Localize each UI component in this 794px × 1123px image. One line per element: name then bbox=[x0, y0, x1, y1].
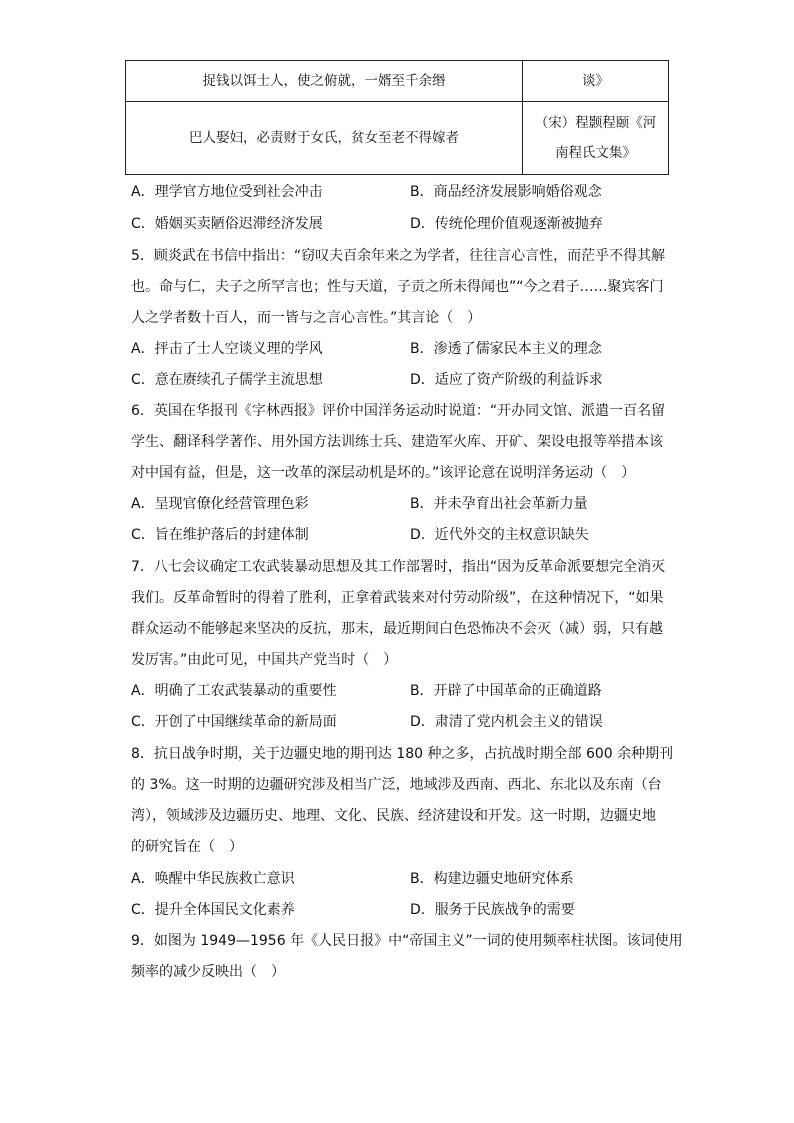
q6-option-a: A．呈现官僚化经营管理色彩 bbox=[131, 496, 309, 512]
q6-option-c: C．旨在维护落后的封建体制 bbox=[131, 527, 309, 543]
source-citation-line: 南程氏文集》 bbox=[555, 145, 636, 161]
q8-option-a: A．唤醒中华民族救亡意识 bbox=[131, 871, 295, 887]
table-row bbox=[126, 102, 669, 175]
q7-stem-line: 7．八七会议确定工农武装暴动思想及其工作部署时，指出“因为反革命派要想完全消灭 bbox=[131, 559, 666, 575]
q7-option-a: A．明确了工农武装暴动的重要性 bbox=[131, 683, 337, 699]
q8-option-d: D．服务于民族战争的需要 bbox=[410, 902, 575, 918]
q8-stem-line: 8．抗日战争时期，关于边疆史地的期刊达 180 种之多，占抗战时期全部 600 余种期刊 bbox=[131, 746, 674, 762]
q8-stem-line: 的研究旨在（ ） bbox=[131, 839, 243, 855]
source-citation-line: （宋）程颢程颐《河 bbox=[534, 115, 657, 131]
q5-stem-line: 5．顾炎武在书信中指出：“窃叹夫百余年来之为学者，往往言心言性，而茫乎不得其解 bbox=[131, 248, 666, 264]
q5-option-d: D．适应了资产阶级的利益诉求 bbox=[410, 372, 603, 388]
q5-stem-line: 人之学者数十百人，而一皆与之言心言性。”其言论（ ） bbox=[131, 310, 482, 326]
q7-stem-line: 群众运动不能够起来坚决的反抗，那末，最近期间白色恐怖决不会灭（减）弱，只有越 bbox=[131, 621, 663, 637]
q7-option-b: B．开辟了中国革命的正确道路 bbox=[410, 683, 602, 699]
q4-option-b: B．商品经济发展影响婚俗观念 bbox=[410, 184, 602, 200]
table-row bbox=[126, 61, 669, 102]
q6-stem-line: 对中国有益，但是，这一改革的深层动机是坏的。”该评论意在说明洋务运动（ ） bbox=[131, 465, 636, 481]
q8-stem-line: 的 3%。这一时期的边疆研究涉及相当广泛，地域涉及西南、西北、东北以及东南（台 bbox=[131, 777, 662, 793]
table-cell: 巴人娶妇，必责财于女氏，贫女至老不得嫁者 bbox=[126, 102, 523, 175]
q5-option-a: A．抨击了士人空谈义理的学风 bbox=[131, 341, 323, 357]
q7-stem-line: 发厉害。”由此可见，中国共产党当时（ ） bbox=[131, 652, 398, 668]
q5-stem-line: 也。命与仁，夫子之所罕言也；性与天道，子贡之所未得闻也”“今之君子……聚宾客门 bbox=[131, 279, 664, 295]
table-cell bbox=[523, 102, 669, 175]
table-cell: 捉钱以饵士人，使之俯就，一婿至千余缗 bbox=[126, 61, 523, 102]
q4-option-d: D．传统伦理价值观逐渐被抛弃 bbox=[410, 216, 603, 232]
source-table bbox=[125, 60, 669, 175]
table-cell: 谈》 bbox=[523, 61, 669, 102]
q8-option-c: C．提升全体国民文化素养 bbox=[131, 902, 295, 918]
q6-stem-line: 学生、翻译科学著作、用外国方法训练士兵、建造军火库、开矿、架设电报等举措本该 bbox=[131, 434, 663, 450]
q7-stem-line: 我们。反革命暂时的得着了胜利，正拿着武装来对付劳动阶级”，在这种情况下，“如果 bbox=[131, 590, 664, 606]
q8-option-b: B．构建边疆史地研究体系 bbox=[410, 871, 574, 887]
q5-option-b: B．渗透了儒家民本主义的理念 bbox=[410, 341, 602, 357]
q4-option-a: A．理学官方地位受到社会冲击 bbox=[131, 184, 323, 200]
q7-option-c: C．开创了中国继续革命的新局面 bbox=[131, 714, 337, 730]
q6-option-d: D．近代外交的主权意识缺失 bbox=[410, 527, 589, 543]
q8-stem-line: 湾），领域涉及边疆历史、地理、文化、民族、经济建设和开发。这一时期，边疆史地 bbox=[131, 808, 656, 824]
q7-option-d: D．肃清了党内机会主义的错误 bbox=[410, 714, 603, 730]
q6-option-b: B．并未孕育出社会革新力量 bbox=[410, 496, 588, 512]
q6-stem-line: 6．英国在华报刊《字林西报》评价中国洋务运动时说道：“开办同文馆、派遣一百名留 bbox=[131, 403, 666, 419]
q5-option-c: C．意在赓续孔子儒学主流思想 bbox=[131, 372, 323, 388]
q9-stem-line: 频率的减少反映出（ ） bbox=[131, 964, 285, 980]
q9-stem-line: 9．如图为 1949—1956 年《人民日报》中“帝国主义”一词的使用频率柱状图。该词使用 bbox=[131, 933, 683, 949]
q4-option-c: C．婚姻买卖陋俗迟滞经济发展 bbox=[131, 216, 323, 232]
